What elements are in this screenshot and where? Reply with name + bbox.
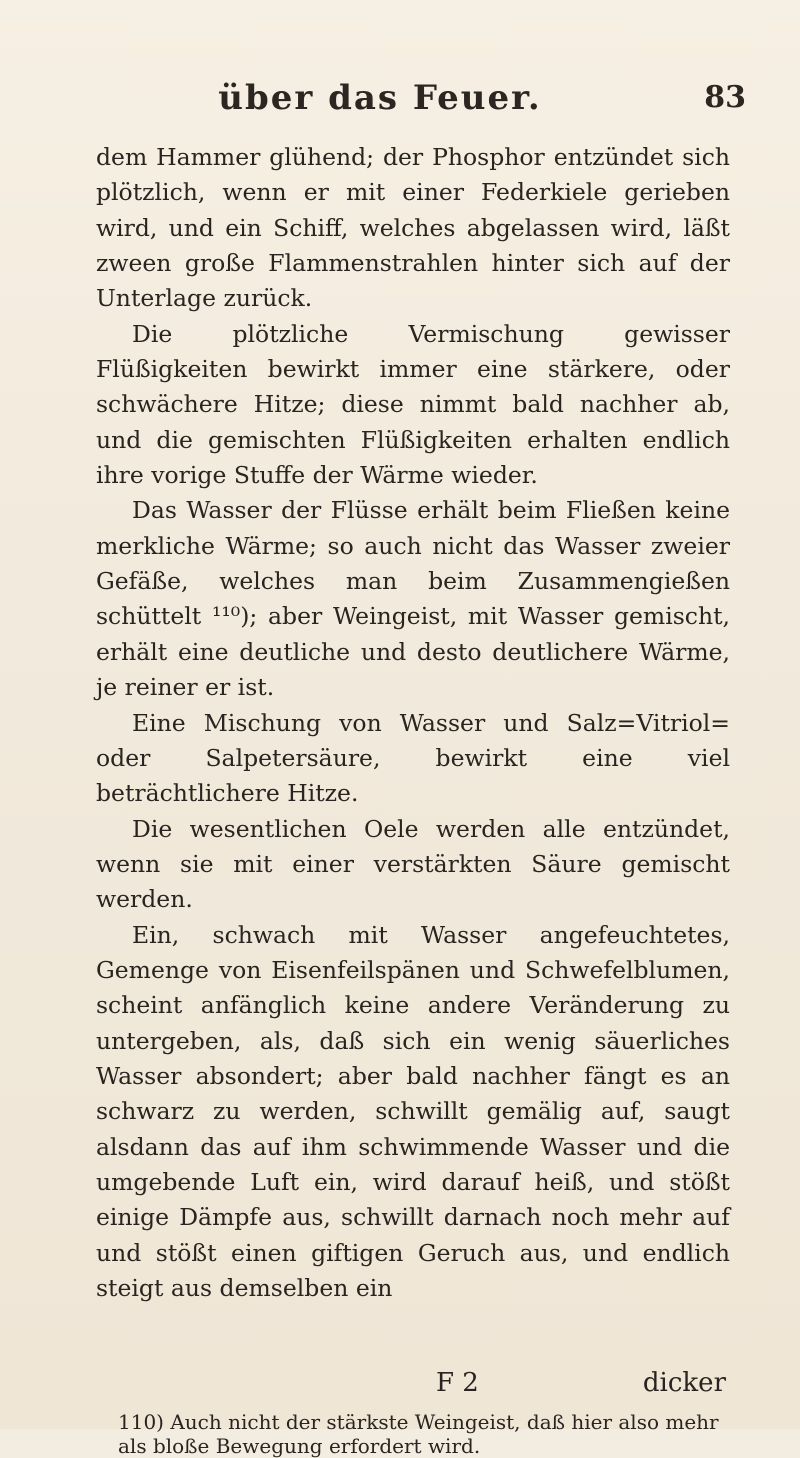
signature-mark: F 2 — [436, 1368, 479, 1398]
footnote: 110) Auch nicht der stärkste Weingeist, daß hier also mehr als bloße Bewegung erfordert wird. — [118, 1410, 719, 1458]
page-number: 83 — [704, 80, 746, 115]
paragraph: Die plötzliche Vermischung gewisser Flüßigkeiten bewirkt immer eine stärkere, oder schwächere Hitze; diese nimmt bald nachher ab, und die gemischten Flüßigkeiten erhalten endlich ihre vorige Stuffe der Wärme wieder. — [96, 319, 730, 490]
paragraph: Eine Mischung von Wasser und Salz=Vitriol= oder Salpetersäure, bewirkt eine viel beträchtlichere Hitze. — [96, 708, 730, 808]
catchword: dicker — [642, 1368, 726, 1398]
running-head — [0, 78, 800, 122]
paragraph: Ein, schwach mit Wasser angefeuchtetes, Gemenge von Eisenfeilspänen und Schwefelblumen, scheint anfänglich keine andere Veränderung zu untergeben, als, daß sich ein wenig säuerliches Wasser absondert; aber bald nachher fängt es an schwarz zu werden, schwillt gemälig auf, saugt alsdann das auf ihm schwimmende Wasser und die umgebende Luft ein, wird darauf heiß, und stößt einige Dämpfe aus, schwillt darnach noch mehr auf und stößt einen giftigen Geruch aus, und endlich steigt aus demselben ein — [96, 920, 730, 1302]
paragraph: dem Hammer glühend; der Phosphor entzündet sich plötzlich, wenn er mit einer Federkiele gerieben wird, und ein Schiff, welches abgelassen wird, läßt zween große Flammenstrahlen hinter sich auf der Unterlage zurück. — [96, 143, 730, 313]
running-title: über das Feuer. — [218, 78, 542, 118]
catchline — [96, 1368, 730, 1402]
body-text — [96, 140, 730, 1306]
paragraph: Die wesentlichen Oele werden alle entzündet, wenn sie mit einer verstärkten Säure gemischt werden. — [96, 814, 730, 914]
paragraph: Das Wasser der Flüsse erhält beim Fließen keine merkliche Wärme; so auch nicht das Wasser zweier Gefäße, welches man beim Zusammengießen schüttelt ¹¹⁰); aber Weingeist, mit Wasser gemischt, erhält eine deutliche und desto deutlichere Wärme, je reiner er ist. — [96, 496, 730, 702]
